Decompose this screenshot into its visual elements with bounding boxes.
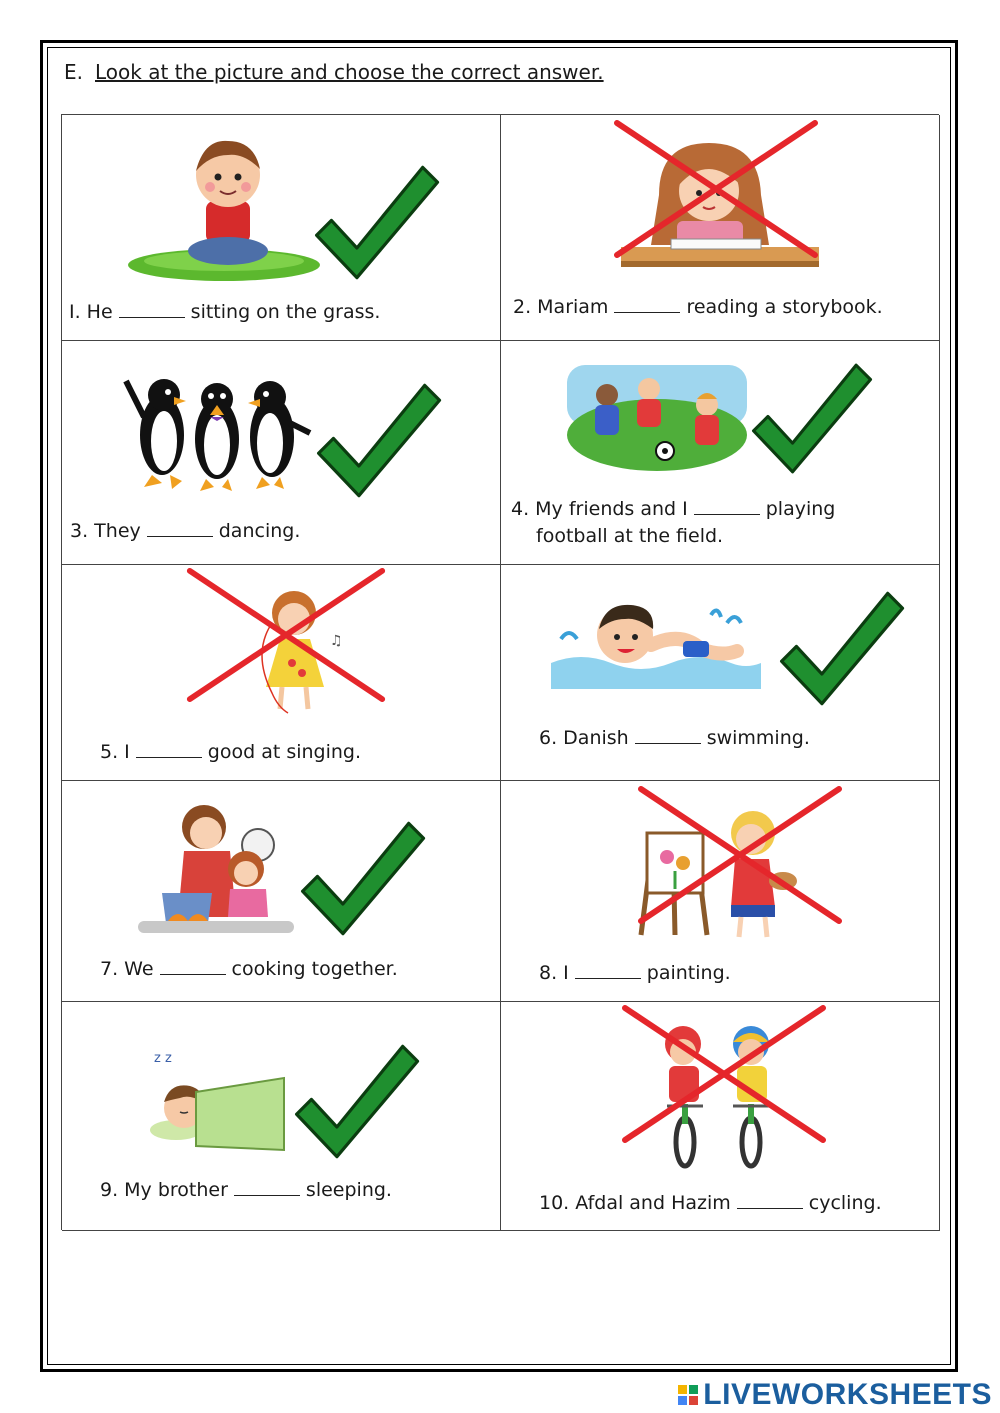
answer-blank-3[interactable] — [147, 520, 213, 537]
question-cell-2 — [501, 115, 940, 341]
question-8-before: 8. I — [539, 962, 569, 984]
svg-text:♫: ♫ — [330, 633, 343, 649]
cross-icon — [637, 785, 843, 925]
children-football-picture — [567, 365, 747, 475]
question-2 — [513, 294, 883, 321]
question-8 — [539, 960, 731, 987]
question-cell-5 — [62, 565, 501, 781]
answer-blank-4[interactable] — [694, 498, 760, 515]
instruction-text: Look at the picture and choose the correct answer. — [95, 60, 604, 84]
question-2-after: reading a storybook. — [686, 296, 883, 318]
question-7 — [100, 956, 398, 983]
question-7-after: cooking together. — [231, 958, 398, 980]
question-cell-1 — [62, 115, 501, 341]
question-6-before: 6. Danish — [539, 727, 629, 749]
question-cell-7 — [62, 781, 501, 1002]
question-10-before: 10. Afdal and Hazim — [539, 1192, 731, 1214]
question-10-after: cycling. — [808, 1192, 882, 1214]
question-5-after: good at singing. — [207, 741, 362, 763]
answer-blank-10[interactable] — [737, 1192, 803, 1209]
question-cell-6 — [501, 565, 940, 781]
answer-blank-7[interactable] — [160, 958, 226, 975]
question-10 — [539, 1190, 882, 1217]
answer-blank-9[interactable] — [234, 1179, 300, 1196]
cooking-together-picture — [138, 797, 294, 937]
instruction-label: E. — [64, 60, 83, 84]
question-3 — [70, 518, 300, 545]
question-4-before: 4. My friends and I — [511, 498, 688, 520]
instruction — [64, 60, 604, 84]
question-cell-3 — [62, 341, 501, 565]
question-3-after: dancing. — [218, 520, 301, 542]
tick-icon — [314, 379, 442, 501]
question-5-before: 5. I — [100, 741, 130, 763]
boy-swimming-picture — [551, 593, 761, 693]
question-4-line2: football at the field. — [536, 525, 724, 547]
tick-icon — [777, 587, 905, 709]
brand-name: LIVEWORKSHEETS — [703, 1378, 992, 1411]
tick-icon — [749, 359, 873, 477]
answer-blank-8[interactable] — [575, 962, 641, 979]
liveworksheets-logo — [678, 1378, 992, 1412]
question-2-before: 2. Mariam — [513, 296, 609, 318]
question-4-after: playing — [765, 498, 836, 520]
question-5 — [100, 739, 361, 766]
answer-blank-6[interactable] — [635, 727, 701, 744]
logo-squares-icon — [678, 1385, 698, 1405]
penguins-dancing-picture — [122, 357, 312, 497]
brother-sleeping-picture — [150, 1042, 286, 1154]
tick-icon — [298, 817, 426, 939]
svg-text:z z: z z — [154, 1051, 172, 1066]
question-4 — [511, 496, 835, 550]
question-grid — [61, 114, 939, 1230]
tick-icon — [312, 161, 440, 283]
question-cell-8 — [501, 781, 940, 1002]
question-cell-9 — [62, 1002, 501, 1231]
cross-icon — [182, 567, 390, 703]
cross-icon — [613, 119, 819, 259]
tick-icon — [292, 1040, 420, 1162]
answer-blank-5[interactable] — [136, 741, 202, 758]
question-6-after: swimming. — [706, 727, 810, 749]
question-1-before: I. He — [69, 301, 113, 323]
question-8-after: painting. — [646, 962, 731, 984]
question-9-before: 9. My brother — [100, 1179, 228, 1201]
answer-blank-1[interactable] — [119, 301, 185, 318]
question-cell-4 — [501, 341, 940, 565]
question-7-before: 7. We — [100, 958, 154, 980]
question-1-after: sitting on the grass. — [190, 301, 381, 323]
question-6 — [539, 725, 810, 752]
question-1 — [69, 299, 380, 326]
boy-sitting-picture — [124, 133, 324, 283]
cross-icon — [621, 1004, 827, 1144]
answer-blank-2[interactable] — [614, 296, 680, 313]
question-3-before: 3. They — [70, 520, 141, 542]
question-cell-10 — [501, 1002, 940, 1231]
question-9-after: sleeping. — [305, 1179, 392, 1201]
question-9 — [100, 1177, 392, 1204]
